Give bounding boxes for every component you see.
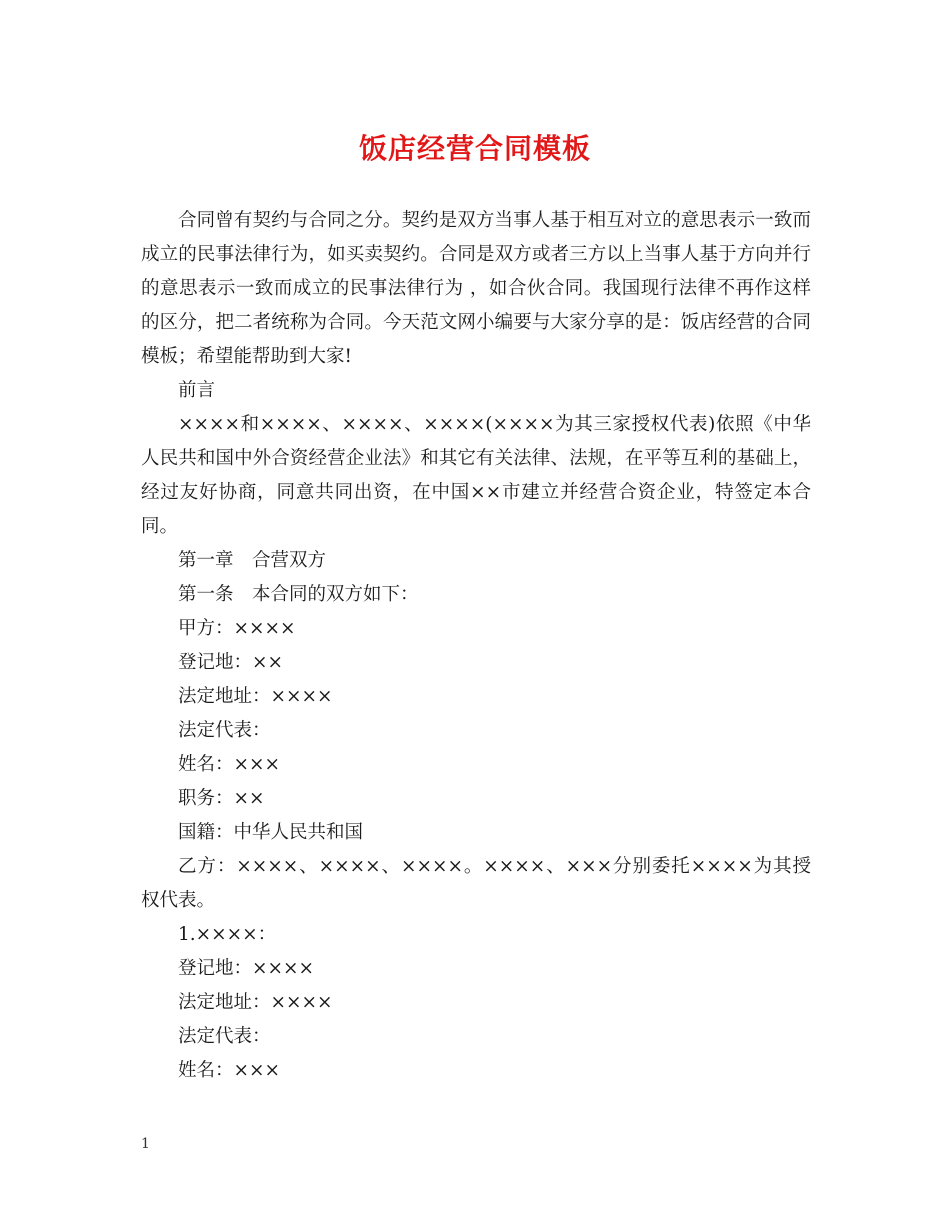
document-title: 饭店经营合同模板 <box>358 132 591 165</box>
party-b-paragraph: 乙方：××××、××××、××××。××××、×××分别委托××××为其授权代表。 <box>141 856 811 911</box>
legal-address-line: 法定地址：×××× <box>178 686 333 707</box>
preface-heading: 前言 <box>178 380 216 401</box>
position-line: 职务：×× <box>178 788 265 809</box>
intro-paragraph: 合同曾有契约与合同之分。契约是双方当事人基于相互对立的意思表示一致而成立的民事法律行为，如买卖契约。合同是双方或者三方以上当事人基于方向并行的意思表示一致而成立的民事法律行为 ，如合伙合同。我国现行法律不再作这样的区分，把二者统称为合同。今天范文网小编要与大家分享的是：饭店经营的合同模板；希望能帮助到大家! <box>141 210 811 367</box>
name-line: 姓名：××× <box>178 1060 281 1081</box>
chapter-heading: 第一章 合营双方 <box>178 550 327 571</box>
legal-representative-line: 法定代表： <box>178 720 271 741</box>
party-b-item-1: 1.××××： <box>178 924 277 945</box>
registration-line: 登记地：×× <box>178 652 284 673</box>
preface-paragraph: ××××和××××、××××、××××(××××为其三家授权代表)依照《中华人民共和国中外合资经营企业法》和其它有关法律、法规，在平等互利的基础上，经过友好协商，同意共同出资，在中国××市建立并经营合资企业，特签定本合同。 <box>141 414 811 537</box>
document-body <box>141 204 811 1088</box>
legal-address-line: 法定地址：×××× <box>178 992 333 1013</box>
page-number: 1 <box>141 1136 150 1152</box>
nationality-line: 国籍：中华人民共和国 <box>178 822 364 843</box>
registration-line: 登记地：×××× <box>178 958 315 979</box>
legal-representative-line: 法定代表： <box>178 1026 271 1047</box>
name-line: 姓名：××× <box>178 754 281 775</box>
article-heading: 第一条 本合同的双方如下： <box>178 584 419 605</box>
party-a-line: 甲方：×××× <box>178 618 296 639</box>
